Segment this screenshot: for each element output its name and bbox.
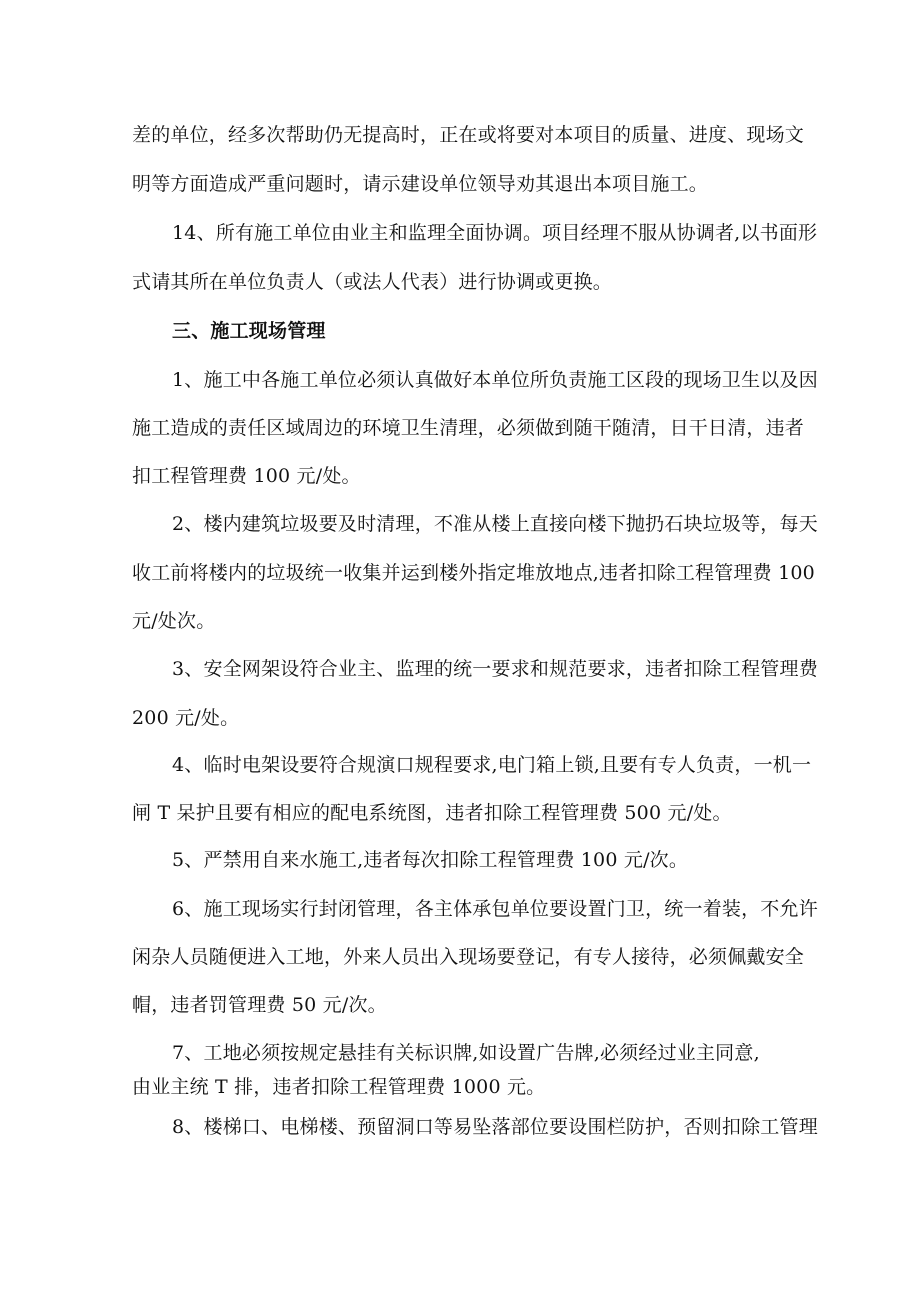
item-8-line-1: 8、楼梯口、电梯楼、预留洞口等易坠落部位要设围栏防护，否则扣除工管理 [172,1116,818,1138]
item-2-line-2: 收工前将楼内的垃圾统一收集并运到楼外指定堆放地点,违者扣除工程管理费 100 [132,562,815,584]
item-6-line-1: 6、施工现场实行封闭管理，各主体承包单位要设置门卫，统一着装，不允许 [172,898,818,920]
item-4-line-1: 4、临时电架设要符合规演口规程要求,电门箱上锁,且要有专人负责，一机一 [172,754,812,776]
section-heading: 三、施工现场管理 [172,320,326,342]
item-5-line-1: 5、严禁用自来水施工,违者每次扣除工程管理费 100 元/次。 [172,849,689,871]
paragraph-14-line-1: 14、所有施工单位由业主和监理全面协调。项目经理不服从协调者,以书面形 [172,222,818,244]
paragraph-13-line-1: 差的单位，经多次帮助仍无提高时，正在或将要对本项目的质量、进度、现场文 [132,124,805,146]
item-1-line-3: 扣工程管理费 100 元/处。 [132,465,361,487]
item-7-line-1: 7、工地必须按规定悬挂有关标识牌,如设置广告牌,必须经过业主同意, [172,1042,760,1064]
item-2-line-1: 2、楼内建筑垃圾要及时清理，不准从楼上直接向楼下抛扔石块垃圾等，每天 [172,513,818,535]
item-3-line-1: 3、安全网架设符合业主、监理的统一要求和规范要求，违者扣除工程管理费 [172,658,818,680]
item-1-line-2: 施工造成的责任区域周边的环境卫生清理，必须做到随干随清，日干日清，违者 [132,417,805,439]
item-4-line-2: 闸 T 呆护且要有相应的配电系统图，违者扣除工程管理费 500 元/处。 [132,802,732,824]
item-7-line-2: 由业主统 T 排，违者扣除工程管理费 1000 元。 [132,1076,546,1098]
item-3-line-2: 200 元/处。 [132,707,240,729]
item-1-line-1: 1、施工中各施工单位必须认真做好本单位所负责施工区段的现场卫生以及因 [172,369,818,391]
item-6-line-2: 闲杂人员随便进入工地，外来人员出入现场要登记，有专人接待，必须佩戴安全 [132,946,805,968]
paragraph-13-line-2: 明等方面造成严重问题时，请示建设单位领导劝其退出本项目施工。 [132,173,709,195]
item-2-line-3: 元/处次。 [132,610,216,632]
paragraph-14-line-2: 式请其所在单位负责人（或法人代表）进行协调或更换。 [132,271,613,293]
item-6-line-3: 帽，违者罚管理费 50 元/次。 [132,994,387,1016]
